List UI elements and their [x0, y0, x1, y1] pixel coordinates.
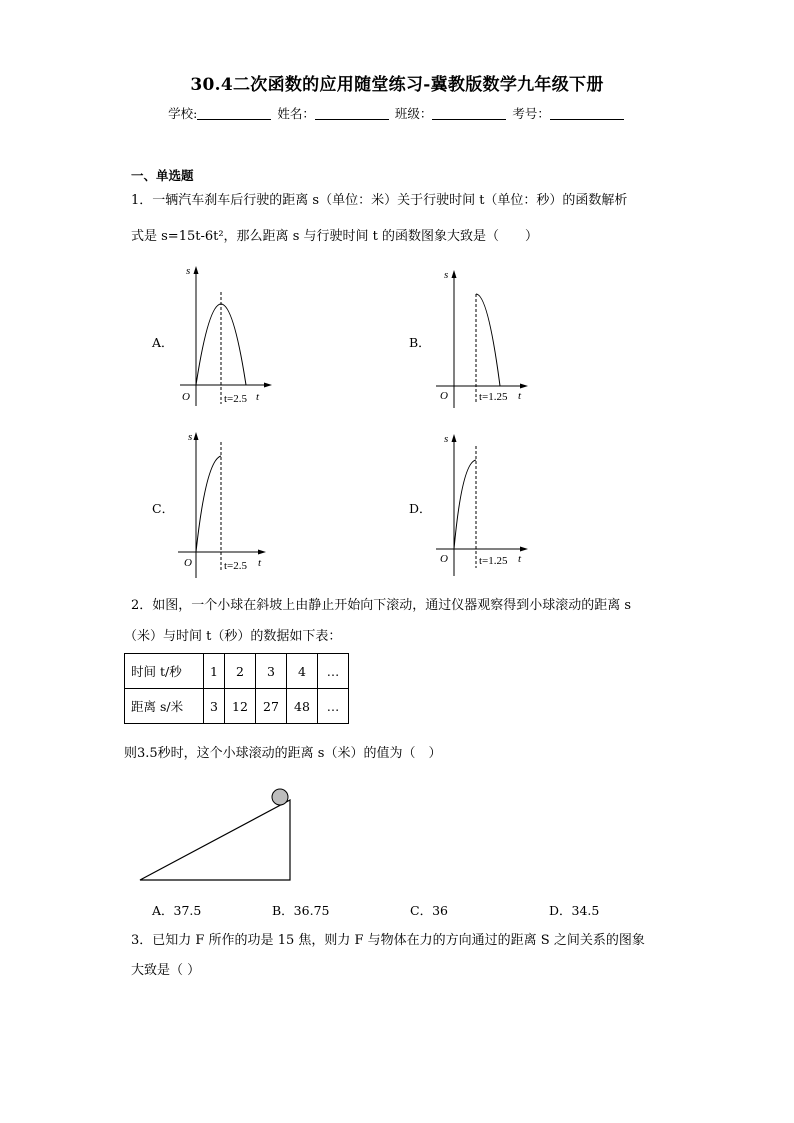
- parabola-curve: [454, 460, 476, 549]
- y-axis-arrow: [194, 432, 199, 440]
- origin-label: O: [184, 557, 192, 569]
- slope-diagram: [136, 784, 296, 884]
- table-cell: 12: [224, 689, 255, 724]
- q1-option-b-label[interactable]: B．: [409, 335, 431, 350]
- x-axis-arrow: [520, 384, 528, 389]
- table-row: [125, 654, 349, 689]
- exam-number-label: 考号：: [512, 106, 550, 121]
- table-cell: 1: [204, 654, 225, 689]
- q1-option-d-graph: [430, 430, 540, 578]
- table-cell: 2: [224, 654, 255, 689]
- x-axis-label: t: [256, 391, 260, 403]
- x-axis-arrow: [520, 547, 528, 552]
- x-axis-label: t: [258, 557, 262, 569]
- parabola-curve: [476, 294, 500, 386]
- q1-text-line2: 式是 s=15t-6t²，那么距离 s 与行驶时间 t 的函数图象大致是（ ）: [131, 229, 538, 244]
- q3-text-line2: 大致是（ ）: [131, 963, 201, 978]
- table-cell: 时间 t/秒: [125, 654, 204, 689]
- table-cell: …: [317, 689, 348, 724]
- q2-data-table: [124, 653, 349, 724]
- parabola-curve: [196, 456, 221, 552]
- y-axis-label: s: [444, 433, 449, 445]
- x-axis-label: t: [518, 390, 522, 402]
- x-axis-arrow: [264, 383, 272, 388]
- origin-label: O: [440, 390, 448, 402]
- q1-option-b-graph: [430, 266, 540, 412]
- exam-number-blank[interactable]: [550, 107, 624, 120]
- t-marker-label: t=1.25: [479, 391, 508, 403]
- q2-choice-b[interactable]: B．36.75: [272, 903, 330, 918]
- table-row: [125, 689, 349, 724]
- table-cell: …: [317, 654, 348, 689]
- table-cell: 4: [286, 654, 317, 689]
- t-marker-label: t=1.25: [479, 555, 508, 567]
- student-info-line: [0, 104, 794, 122]
- table-cell: 距离 s/米: [125, 689, 204, 724]
- q3-text-line1: 3．已知力 F 所作的功是 15 焦，则力 F 与物体在力的方向通过的距离 S 之间关系的图象: [131, 933, 645, 948]
- q2-choice-d[interactable]: D．34.5: [549, 903, 600, 918]
- x-axis-label: t: [518, 553, 522, 565]
- q2-choice-c[interactable]: C．36: [410, 903, 448, 918]
- y-axis-arrow: [452, 270, 457, 278]
- table-cell: 27: [255, 689, 286, 724]
- ball: [272, 789, 288, 805]
- q1-option-a-label[interactable]: A．: [152, 335, 174, 350]
- t-marker-label: t=2.5: [224, 560, 248, 572]
- section-heading: 一、单选题: [131, 168, 194, 183]
- table-cell: 48: [286, 689, 317, 724]
- table-cell: 3: [204, 689, 225, 724]
- q1-option-c-graph: [172, 428, 282, 580]
- school-label: 学校:: [168, 106, 198, 121]
- q2-choice-a[interactable]: A．37.5: [152, 903, 202, 918]
- q1-text-line1: 1．一辆汽车刹车后行驶的距离 s（单位：米）关于行驶时间 t（单位：秒）的函数解析: [131, 193, 628, 208]
- class-blank[interactable]: [432, 107, 506, 120]
- table-cell: 3: [255, 654, 286, 689]
- q2-text-line2: （米）与时间 t（秒）的数据如下表：: [124, 629, 342, 644]
- y-axis-label: s: [188, 431, 193, 443]
- y-axis-arrow: [194, 266, 199, 274]
- name-blank[interactable]: [315, 107, 389, 120]
- slope-triangle: [140, 800, 290, 880]
- origin-label: O: [182, 391, 190, 403]
- x-axis-arrow: [258, 550, 266, 555]
- q1-option-d-label[interactable]: D．: [409, 501, 432, 516]
- q2-question-text: 则3.5秒时，这个小球滚动的距离 s（米）的值为（ ）: [124, 746, 442, 761]
- school-blank[interactable]: [197, 107, 271, 120]
- origin-label: O: [440, 553, 448, 565]
- q1-option-c-label[interactable]: C．: [152, 501, 175, 516]
- y-axis-arrow: [452, 434, 457, 442]
- q2-text-line1: 2．如图，一个小球在斜坡上由静止开始向下滚动，通过仪器观察得到小球滚动的距离 s: [131, 598, 632, 613]
- page-title: 30.4二次函数的应用随堂练习-冀教版数学九年级下册: [190, 75, 604, 95]
- t-marker-label: t=2.5: [224, 393, 248, 405]
- y-axis-label: s: [444, 269, 449, 281]
- class-label: 班级：: [394, 106, 433, 121]
- q1-option-a-graph: [172, 262, 282, 412]
- y-axis-label: s: [186, 265, 191, 277]
- name-label: 姓名：: [277, 106, 315, 121]
